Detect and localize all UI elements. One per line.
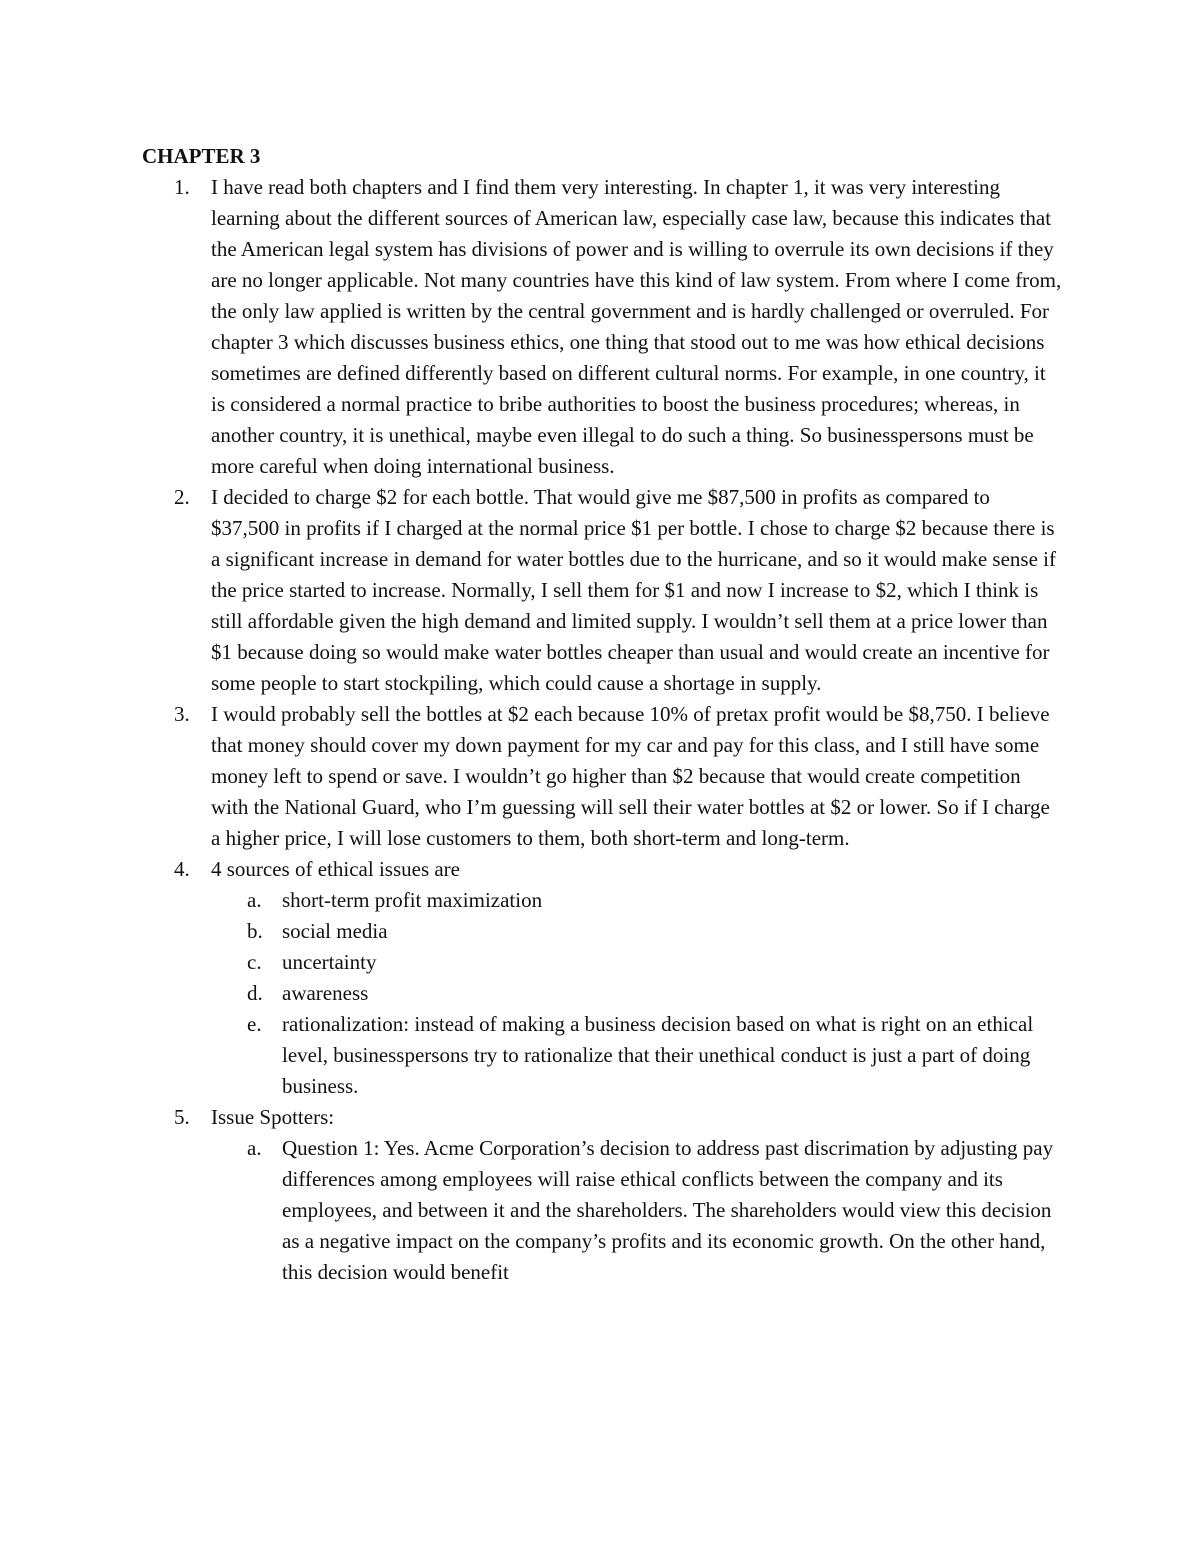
document-content	[142, 141, 1062, 1288]
item-number: 1.	[174, 175, 190, 199]
answer-item-2	[142, 482, 1062, 699]
sub-item	[211, 1009, 1062, 1102]
issue-spotters-list	[211, 1133, 1062, 1288]
item-text: I would probably sell the bottles at $2 each because 10% of pretax profit would be $8,750. I believe that money should cover my down payment for my car and pay for this class, and I still have some money left to spend or save. I wouldn’t go higher than $2 because that would create competition with the National Guard, who I’m guessing will sell their water bottles at $2 or lower. So if I charge a higher price, I will lose customers to them, both short-term and long-term.	[211, 702, 1050, 850]
sub-item-text: uncertainty	[282, 950, 377, 974]
answer-item-5	[142, 1102, 1062, 1288]
sub-item	[211, 978, 1062, 1009]
chapter-heading: CHAPTER 3	[142, 144, 261, 168]
item-text: 4 sources of ethical issues are	[211, 857, 460, 881]
sub-item-letter: e.	[247, 1012, 262, 1036]
ethical-issues-list	[211, 885, 1062, 1102]
item-number: 5.	[174, 1105, 190, 1129]
sub-item	[211, 1133, 1062, 1288]
sub-item-letter: d.	[247, 981, 263, 1005]
sub-item-letter: c.	[247, 950, 262, 974]
item-number: 2.	[174, 485, 190, 509]
sub-item-text: awareness	[282, 981, 369, 1005]
answer-list	[142, 172, 1062, 1288]
sub-item	[211, 885, 1062, 916]
item-text: Issue Spotters:	[211, 1105, 335, 1129]
sub-item-text: short-term profit maximization	[282, 888, 543, 912]
sub-item-text: rationalization: instead of making a business decision based on what is right on an ethical level, businesspersons try to rationalize that their unethical conduct is just a part of doing business.	[282, 1012, 1034, 1098]
sub-item	[211, 916, 1062, 947]
item-text: I have read both chapters and I find them very interesting. In chapter 1, it was very interesting learning about the different sources of American law, especially case law, because this indicates that the American legal system has divisions of power and is willing to overrule its own decisions if they are no longer applicable. Not many countries have this kind of law system. From where I come from, the only law applied is written by the central government and is hardly challenged or overruled. For chapter 3 which discusses business ethics, one thing that stood out to me was how ethical decisions sometimes are defined differently based on different cultural norms. For example, in one country, it is considered a normal practice to bribe authorities to boost the business procedures; whereas, in another country, it is unethical, maybe even illegal to do such a thing. So businesspersons must be more careful when doing international business.	[211, 175, 1062, 478]
answer-item-1	[142, 172, 1062, 482]
sub-item-letter: a.	[247, 888, 262, 912]
item-number: 4.	[174, 857, 190, 881]
item-text: I decided to charge $2 for each bottle. That would give me $87,500 in profits as compared to $37,500 in profits if I charged at the normal price $1 per bottle. I chose to charge $2 because there is a significant increase in demand for water bottles due to the hurricane, and so it would make sense if the price started to increase. Normally, I sell them for $1 and now I increase to $2, which I think is still affordable given the high demand and limited supply. I wouldn’t sell them at a price lower than $1 because doing so would make water bottles cheaper than usual and would create an incentive for some people to start stockpiling, which could cause a shortage in supply.	[211, 485, 1056, 695]
sub-item	[211, 947, 1062, 978]
sub-item-text: Question 1: Yes. Acme Corporation’s decision to address past discrimation by adjusting pay differences among employees will raise ethical conflicts between the company and its employees, and between it and the shareholders. The shareholders would view this decision as a negative impact on the company’s profits and its economic growth. On the other hand, this decision would benefit	[282, 1136, 1054, 1284]
sub-item-letter: b.	[247, 919, 263, 943]
answer-item-3	[142, 699, 1062, 854]
item-number: 3.	[174, 702, 190, 726]
sub-item-letter: a.	[247, 1136, 262, 1160]
sub-item-text: social media	[282, 919, 388, 943]
answer-item-4	[142, 854, 1062, 1102]
